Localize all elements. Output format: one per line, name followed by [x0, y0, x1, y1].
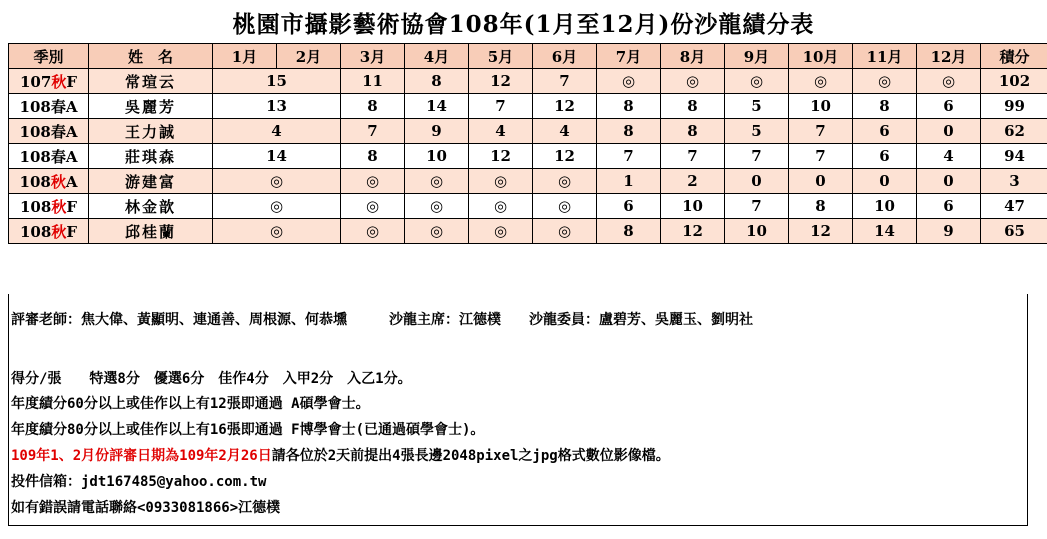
- jan-feb-score: ◎: [213, 194, 341, 219]
- nov-score: 6: [853, 119, 917, 144]
- jun-score: 4: [533, 119, 597, 144]
- header-jun: 6月: [533, 44, 597, 69]
- sep-score: 5: [725, 94, 789, 119]
- season-year: 108: [19, 172, 51, 191]
- table-header-row: [9, 44, 1047, 69]
- page-title: 桃園市攝影藝術協會108年(1月至12月)份沙龍績分表: [232, 11, 815, 38]
- table-row: [9, 169, 1047, 194]
- season-grade: 春A: [50, 97, 78, 116]
- apr-score: ◎: [405, 169, 469, 194]
- season-year: 107: [20, 72, 52, 91]
- season-cell: [9, 219, 89, 244]
- season-cell: [9, 169, 89, 194]
- mar-score: ◎: [341, 194, 405, 219]
- jul-score: ◎: [597, 69, 661, 94]
- header-jan: 1月: [213, 44, 277, 69]
- mar-score: ◎: [341, 169, 405, 194]
- total-score: 65: [981, 219, 1047, 244]
- dec-score: 0: [917, 119, 981, 144]
- dec-score: 9: [917, 219, 981, 244]
- header-season: 季別: [9, 44, 89, 69]
- jul-score: 8: [597, 119, 661, 144]
- header-jul: 7月: [597, 44, 661, 69]
- dec-score: 4: [917, 144, 981, 169]
- jan-feb-score: ◎: [213, 219, 341, 244]
- jun-score: ◎: [533, 169, 597, 194]
- member-name: 吳麗芳: [89, 94, 213, 119]
- sep-score: ◎: [725, 69, 789, 94]
- oct-score: 8: [789, 194, 853, 219]
- sep-score: 7: [725, 144, 789, 169]
- season-grade: F: [66, 197, 77, 216]
- season-year: 108: [20, 222, 52, 241]
- jul-score: 7: [597, 144, 661, 169]
- aug-score: 12: [661, 219, 725, 244]
- score-table: [8, 43, 1047, 244]
- table-row: [9, 69, 1047, 94]
- apr-score: 8: [405, 69, 469, 94]
- oct-score: 12: [789, 219, 853, 244]
- total-score: 94: [981, 144, 1047, 169]
- nov-score: 8: [853, 94, 917, 119]
- nov-score: 6: [853, 144, 917, 169]
- may-score: 7: [469, 94, 533, 119]
- jul-score: 1: [597, 169, 661, 194]
- nov-score: 0: [853, 169, 917, 194]
- may-score: 12: [469, 144, 533, 169]
- header-apr: 4月: [405, 44, 469, 69]
- may-score: ◎: [469, 219, 533, 244]
- contact-line: 如有錯誤請電話聯絡<0933081866>江德樸: [11, 500, 281, 516]
- season-autumn-mark: 秋: [50, 172, 66, 191]
- jun-score: 7: [533, 69, 597, 94]
- season-autumn-mark: 秋: [51, 197, 67, 216]
- oct-score: 7: [789, 144, 853, 169]
- header-name: 姓 名: [89, 44, 213, 69]
- season-cell: [9, 94, 89, 119]
- season-autumn-mark: 秋: [51, 222, 67, 241]
- jun-score: 12: [533, 144, 597, 169]
- apr-score: 9: [405, 119, 469, 144]
- header-dec: 12月: [917, 44, 981, 69]
- jun-score: ◎: [533, 194, 597, 219]
- jun-score: 12: [533, 94, 597, 119]
- sep-score: 0: [725, 169, 789, 194]
- judges-line: 評審老師：焦大偉、黃顯明、連通善、周根源、何恭壎 沙龍主席：江德樸 沙龍委員：盧碧芳、吳麗玉、劉明社: [11, 312, 753, 328]
- mar-score: 7: [341, 119, 405, 144]
- header-may: 5月: [469, 44, 533, 69]
- header-oct: 10月: [789, 44, 853, 69]
- season-cell: [9, 119, 89, 144]
- table-row: [9, 119, 1047, 144]
- season-year: 108: [19, 147, 51, 166]
- mar-score: 8: [341, 144, 405, 169]
- scoring-line: 得分/張 特選8分 優選6分 佳作4分 入甲2分 入乙1分。: [11, 371, 412, 387]
- sep-score: 7: [725, 194, 789, 219]
- member-name: 莊琪森: [89, 144, 213, 169]
- oct-score: 7: [789, 119, 853, 144]
- may-score: 4: [469, 119, 533, 144]
- table-row: [9, 94, 1047, 119]
- season-grade: A: [65, 172, 78, 191]
- header-sep: 9月: [725, 44, 789, 69]
- deadline-date: 109年1、2月份評審日期為109年2月26日: [11, 448, 272, 464]
- season-grade: F: [66, 222, 77, 241]
- aug-score: 10: [661, 194, 725, 219]
- season-autumn-mark: 秋: [51, 72, 67, 91]
- email-line: 投件信箱：jdt167485@yahoo.com.tw: [11, 474, 267, 490]
- apr-score: ◎: [405, 219, 469, 244]
- rule-a-line: 年度績分60分以上或佳作以上有12張即通過 A碩學會士。: [11, 396, 370, 412]
- notes-box: [8, 294, 1028, 526]
- dec-score: 0: [917, 169, 981, 194]
- aug-score: 7: [661, 144, 725, 169]
- total-score: 62: [981, 119, 1047, 144]
- member-name: 林金歆: [89, 194, 213, 219]
- sep-score: 10: [725, 219, 789, 244]
- member-name: 邱桂蘭: [89, 219, 213, 244]
- table-row: [9, 194, 1047, 219]
- may-score: ◎: [469, 194, 533, 219]
- member-name: 王力誠: [89, 119, 213, 144]
- season-grade: 春A: [50, 122, 78, 141]
- mar-score: 11: [341, 69, 405, 94]
- season-grade: F: [66, 72, 77, 91]
- aug-score: ◎: [661, 69, 725, 94]
- oct-score: 10: [789, 94, 853, 119]
- rule-f-line: 年度績分80分以上或佳作以上有16張即通過 F博學會士(已通過碩學會士)。: [11, 422, 485, 438]
- season-grade: 春A: [50, 147, 78, 166]
- table-row: [9, 144, 1047, 169]
- header-mar: 3月: [341, 44, 405, 69]
- dec-score: 6: [917, 94, 981, 119]
- header-nov: 11月: [853, 44, 917, 69]
- jan-feb-score: ◎: [213, 169, 341, 194]
- deadline-line: [11, 445, 670, 465]
- dec-score: ◎: [917, 69, 981, 94]
- table-row: [9, 219, 1047, 244]
- total-score: 47: [981, 194, 1047, 219]
- oct-score: 0: [789, 169, 853, 194]
- jul-score: 8: [597, 219, 661, 244]
- aug-score: 8: [661, 94, 725, 119]
- mar-score: 8: [341, 94, 405, 119]
- season-year: 108: [19, 122, 51, 141]
- jan-feb-score: 4: [213, 119, 341, 144]
- season-year: 108: [19, 97, 51, 116]
- may-score: 12: [469, 69, 533, 94]
- total-score: 102: [981, 69, 1047, 94]
- total-score: 99: [981, 94, 1047, 119]
- total-score: 3: [981, 169, 1047, 194]
- season-cell: [9, 69, 89, 94]
- aug-score: 8: [661, 119, 725, 144]
- jun-score: ◎: [533, 219, 597, 244]
- jul-score: 8: [597, 94, 661, 119]
- jul-score: 6: [597, 194, 661, 219]
- oct-score: ◎: [789, 69, 853, 94]
- jan-feb-score: 15: [213, 69, 341, 94]
- jan-feb-score: 13: [213, 94, 341, 119]
- dec-score: 6: [917, 194, 981, 219]
- nov-score: 10: [853, 194, 917, 219]
- apr-score: ◎: [405, 194, 469, 219]
- header-feb: 2月: [277, 44, 341, 69]
- nov-score: ◎: [853, 69, 917, 94]
- season-cell: [9, 194, 89, 219]
- header-total: 積分: [981, 44, 1047, 69]
- nov-score: 14: [853, 219, 917, 244]
- member-name: 游建富: [89, 169, 213, 194]
- apr-score: 14: [405, 94, 469, 119]
- sep-score: 5: [725, 119, 789, 144]
- season-year: 108: [20, 197, 52, 216]
- apr-score: 10: [405, 144, 469, 169]
- jan-feb-score: 14: [213, 144, 341, 169]
- deadline-instructions: 請各位於2天前提出4張長邊2048pixel之jpg格式數位影像檔。: [271, 448, 670, 464]
- member-name: 常瑄云: [89, 69, 213, 94]
- season-cell: [9, 144, 89, 169]
- may-score: ◎: [469, 169, 533, 194]
- mar-score: ◎: [341, 219, 405, 244]
- aug-score: 2: [661, 169, 725, 194]
- header-aug: 8月: [661, 44, 725, 69]
